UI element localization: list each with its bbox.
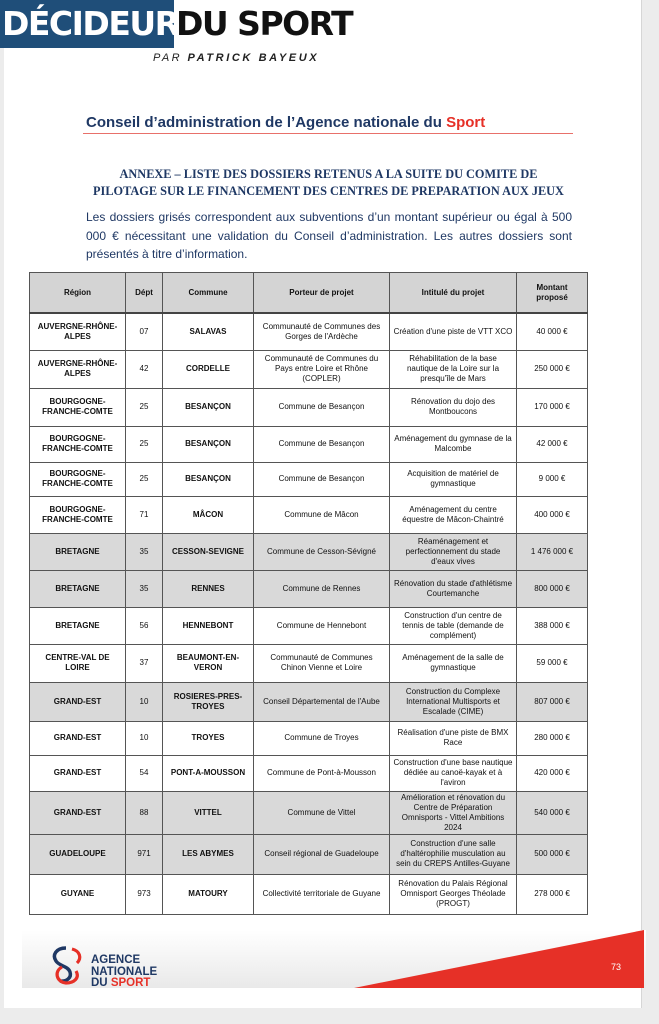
table-row bbox=[30, 426, 588, 462]
cell-intitule: Acquisition de matériel de gymnastique bbox=[390, 462, 517, 496]
cell-commune: BESANÇON bbox=[163, 426, 254, 462]
column-header: Montant proposé bbox=[517, 273, 588, 314]
table-row bbox=[30, 533, 588, 570]
cell-porteur: Commune de Hennebont bbox=[254, 607, 390, 644]
cell-intitule: Construction d'une salle d'haltérophilie musculation au sein du CREPS Antilles-Guyane bbox=[390, 834, 517, 874]
intro-paragraph: Les dossiers grisés correspondent aux subventions d’un montant supérieur ou égal à 500 000 € nécessitant une validation du Conseil d’administration. Les autres dossiers sont présentés à titre d’information. bbox=[86, 210, 572, 261]
cell-montant: 420 000 € bbox=[517, 755, 588, 791]
cell-commune: SALAVAS bbox=[163, 313, 254, 350]
cell-montant: 40 000 € bbox=[517, 313, 588, 350]
cell-intitule: Réhabilitation de la base nautique de la Loire sur la presqu'île de Mars bbox=[390, 350, 517, 388]
table-row bbox=[30, 791, 588, 834]
table-row bbox=[30, 350, 588, 388]
cell-dept: 35 bbox=[126, 570, 163, 607]
table-row bbox=[30, 874, 588, 914]
cell-montant: 400 000 € bbox=[517, 496, 588, 533]
logo-du: DU bbox=[91, 977, 108, 989]
cell-porteur: Conseil Départemental de l'Aube bbox=[254, 682, 390, 721]
logo-sport: SPORT bbox=[110, 977, 151, 989]
table-row bbox=[30, 570, 588, 607]
cell-porteur: Communauté de Communes des Gorges de l'Ardèche bbox=[254, 313, 390, 350]
cell-region: GUYANE bbox=[30, 874, 126, 914]
cell-dept: 37 bbox=[126, 644, 163, 682]
cell-montant: 388 000 € bbox=[517, 607, 588, 644]
table-row bbox=[30, 721, 588, 755]
logo-line-2: NATIONALE bbox=[91, 965, 158, 978]
cell-porteur: Commune de Besançon bbox=[254, 426, 390, 462]
brand-box: DÉCIDEURS bbox=[0, 0, 174, 48]
cell-dept: 10 bbox=[126, 682, 163, 721]
cell-montant: 800 000 € bbox=[517, 570, 588, 607]
cell-commune: CESSON-SEVIGNE bbox=[163, 533, 254, 570]
cell-region: BRETAGNE bbox=[30, 607, 126, 644]
logo-line-3 bbox=[91, 978, 157, 990]
ans-logo-text bbox=[91, 955, 157, 990]
cell-porteur: Communauté de Communes du Pays entre Loire et Rhône (COPLER) bbox=[254, 350, 390, 388]
table-row bbox=[30, 682, 588, 721]
dossiers-table bbox=[29, 272, 588, 915]
cell-montant: 59 000 € bbox=[517, 644, 588, 682]
brand-rest: DU SPORT bbox=[176, 4, 353, 43]
table-row bbox=[30, 644, 588, 682]
cell-commune: CORDELLE bbox=[163, 350, 254, 388]
cell-montant: 807 000 € bbox=[517, 682, 588, 721]
cell-montant: 42 000 € bbox=[517, 426, 588, 462]
cell-montant: 1 476 000 € bbox=[517, 533, 588, 570]
cell-region: AUVERGNE-RHÔNE-ALPES bbox=[30, 313, 126, 350]
cell-region: AUVERGNE-RHÔNE-ALPES bbox=[30, 350, 126, 388]
table-row bbox=[30, 388, 588, 426]
cell-dept: 42 bbox=[126, 350, 163, 388]
document-header-title bbox=[86, 114, 485, 131]
cell-montant: 278 000 € bbox=[517, 874, 588, 914]
annexe-line-2: PILOTAGE SUR LE FINANCEMENT DES CENTRES DE PREPARATION AUX JEUX bbox=[93, 184, 564, 198]
column-header: Intitulé du projet bbox=[390, 273, 517, 314]
byline-name: PATRICK BAYEUX bbox=[187, 52, 320, 64]
cell-porteur: Commune de Rennes bbox=[254, 570, 390, 607]
cell-porteur: Commune de Besançon bbox=[254, 388, 390, 426]
cell-dept: 07 bbox=[126, 313, 163, 350]
cell-dept: 973 bbox=[126, 874, 163, 914]
cell-porteur: Communauté de Communes Chinon Vienne et Loire bbox=[254, 644, 390, 682]
ans-s-logo-icon bbox=[50, 945, 84, 985]
cell-commune: MATOURY bbox=[163, 874, 254, 914]
cell-dept: 25 bbox=[126, 388, 163, 426]
cell-region: GRAND-EST bbox=[30, 791, 126, 834]
cell-commune: ROSIERES-PRES-TROYES bbox=[163, 682, 254, 721]
cell-porteur: Commune de Mâcon bbox=[254, 496, 390, 533]
cell-region: GRAND-EST bbox=[30, 682, 126, 721]
cell-intitule: Rénovation du Palais Régional Omnisport Georges Théolade (PROGT) bbox=[390, 874, 517, 914]
cell-montant: 500 000 € bbox=[517, 834, 588, 874]
column-header: Porteur de projet bbox=[254, 273, 390, 314]
cell-intitule: Construction d'une base nautique dédiée au canoë-kayak et à l'aviron bbox=[390, 755, 517, 791]
annexe-line-1: ANNEXE – LISTE DES DOSSIERS RETENUS A LA SUITE DU COMITE DE bbox=[119, 167, 538, 181]
cell-montant: 9 000 € bbox=[517, 462, 588, 496]
cell-dept: 56 bbox=[126, 607, 163, 644]
cell-commune: VITTEL bbox=[163, 791, 254, 834]
cell-region: BRETAGNE bbox=[30, 533, 126, 570]
cell-region: BOURGOGNE-FRANCHE-COMTE bbox=[30, 426, 126, 462]
cell-dept: 10 bbox=[126, 721, 163, 755]
cell-porteur: Collectivité territoriale de Guyane bbox=[254, 874, 390, 914]
cell-commune: PONT-A-MOUSSON bbox=[163, 755, 254, 791]
brand-byline bbox=[153, 52, 319, 64]
cell-montant: 250 000 € bbox=[517, 350, 588, 388]
cell-region: GUADELOUPE bbox=[30, 834, 126, 874]
cell-commune: BEAUMONT-EN-VERON bbox=[163, 644, 254, 682]
table-header-row bbox=[30, 273, 588, 314]
cell-porteur: Commune de Vittel bbox=[254, 791, 390, 834]
cell-intitule: Rénovation du dojo des Montboucons bbox=[390, 388, 517, 426]
cell-porteur: Commune de Cesson-Sévigné bbox=[254, 533, 390, 570]
cell-commune: RENNES bbox=[163, 570, 254, 607]
cell-commune: HENNEBONT bbox=[163, 607, 254, 644]
cell-commune: BESANÇON bbox=[163, 462, 254, 496]
cell-dept: 54 bbox=[126, 755, 163, 791]
byline-prefix: PAR bbox=[153, 52, 183, 64]
cell-intitule: Construction du Complexe International Multisports et Escalade (CIME) bbox=[390, 682, 517, 721]
cell-dept: 88 bbox=[126, 791, 163, 834]
annexe-title bbox=[86, 166, 571, 200]
cell-dept: 35 bbox=[126, 533, 163, 570]
table-row bbox=[30, 834, 588, 874]
cell-montant: 280 000 € bbox=[517, 721, 588, 755]
table-row bbox=[30, 313, 588, 350]
cell-porteur: Commune de Troyes bbox=[254, 721, 390, 755]
header-title-accent: Sport bbox=[446, 114, 486, 131]
cell-commune: MÂCON bbox=[163, 496, 254, 533]
cell-region: GRAND-EST bbox=[30, 721, 126, 755]
cell-intitule: Rénovation du stade d'athlétisme Courtemanche bbox=[390, 570, 517, 607]
cell-intitule: Création d'une piste de VTT XCO bbox=[390, 313, 517, 350]
column-header: Région bbox=[30, 273, 126, 314]
cell-commune: LES ABYMES bbox=[163, 834, 254, 874]
table-row bbox=[30, 462, 588, 496]
cell-intitule: Aménagement du centre équestre de Mâcon-Chaintré bbox=[390, 496, 517, 533]
cell-intitule: Construction d'un centre de tennis de table (demande de complément) bbox=[390, 607, 517, 644]
cell-region: BOURGOGNE-FRANCHE-COMTE bbox=[30, 388, 126, 426]
header-divider bbox=[83, 133, 573, 134]
cell-dept: 25 bbox=[126, 462, 163, 496]
cell-commune: TROYES bbox=[163, 721, 254, 755]
cell-porteur: Commune de Pont-à-Mousson bbox=[254, 755, 390, 791]
cell-region: BOURGOGNE-FRANCHE-COMTE bbox=[30, 462, 126, 496]
column-header: Commune bbox=[163, 273, 254, 314]
cell-region: GRAND-EST bbox=[30, 755, 126, 791]
cell-porteur: Commune de Besançon bbox=[254, 462, 390, 496]
cell-montant: 540 000 € bbox=[517, 791, 588, 834]
cell-dept: 971 bbox=[126, 834, 163, 874]
cell-region: BOURGOGNE-FRANCHE-COMTE bbox=[30, 496, 126, 533]
page-number: 73 bbox=[611, 962, 622, 972]
cell-dept: 25 bbox=[126, 426, 163, 462]
cell-intitule: Réalisation d'une piste de BMX Race bbox=[390, 721, 517, 755]
cell-commune: BESANÇON bbox=[163, 388, 254, 426]
cell-intitule: Réaménagement et perfectionnement du stade d'eaux vives bbox=[390, 533, 517, 570]
table-row bbox=[30, 607, 588, 644]
logo-line-1: AGENCE bbox=[91, 954, 141, 966]
cell-region: CENTRE-VAL DE LOIRE bbox=[30, 644, 126, 682]
cell-intitule: Aménagement de la salle de gymnastique bbox=[390, 644, 517, 682]
cell-dept: 71 bbox=[126, 496, 163, 533]
cell-intitule: Amélioration et rénovation du Centre de Préparation Omnisports - Vittel Ambitions 2024 bbox=[390, 791, 517, 834]
header-title-text: Conseil d’administration de l’Agence nationale du bbox=[86, 114, 442, 131]
table-row bbox=[30, 755, 588, 791]
table-row bbox=[30, 496, 588, 533]
column-header: Dépt bbox=[126, 273, 163, 314]
cell-porteur: Conseil régional de Guadeloupe bbox=[254, 834, 390, 874]
cell-region: BRETAGNE bbox=[30, 570, 126, 607]
cell-intitule: Aménagement du gymnase de la Malcombe bbox=[390, 426, 517, 462]
cell-montant: 170 000 € bbox=[517, 388, 588, 426]
